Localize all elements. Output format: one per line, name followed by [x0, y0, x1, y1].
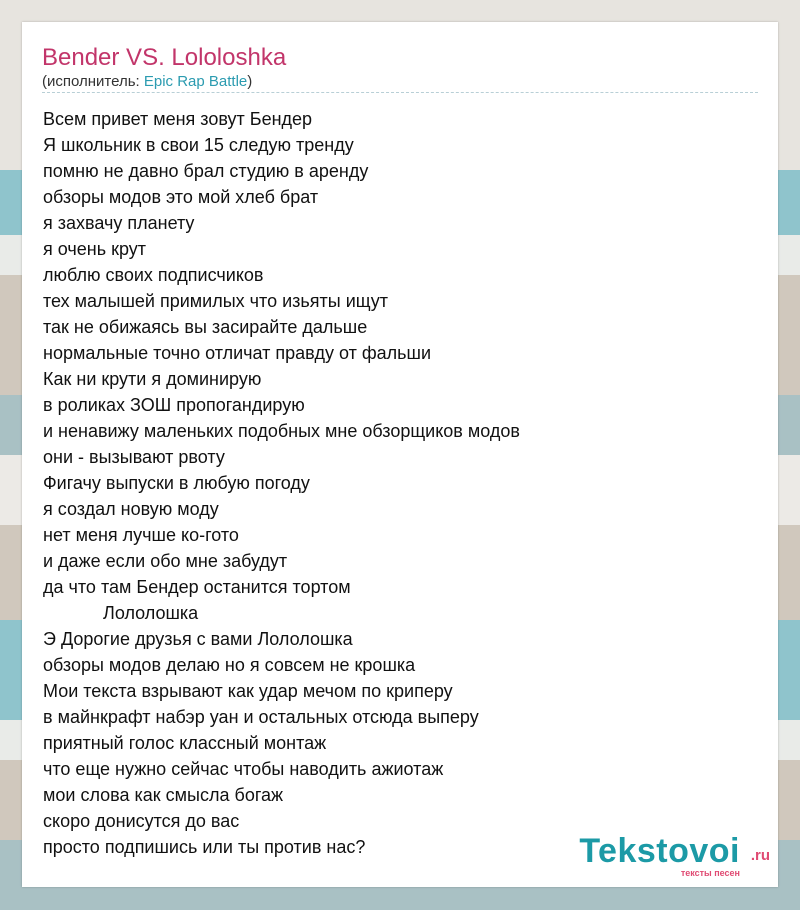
lyrics-line: тех малышей примилых что изьяты ищут — [43, 291, 389, 311]
lyrics-line: Лололошка — [43, 603, 199, 623]
lyrics-line: Как ни крути я доминирую — [43, 369, 262, 389]
lyrics-line: и даже если обо мне забудут — [43, 551, 288, 571]
lyrics-line: в роликах ЗОШ пропогандирую — [43, 395, 305, 415]
lyrics-line: я очень крут — [43, 239, 146, 259]
lyrics-line: Мои текста взрывают как удар мечом по криперу — [43, 681, 453, 701]
lyrics-line: мои слова как смысла богаж — [43, 785, 284, 805]
logo-wordmark: Tekstovoi — [579, 832, 740, 870]
song-title: Bender VS. Lololoshka — [42, 44, 287, 71]
lyrics-line: скоро донисутся до вас — [43, 811, 240, 831]
title-divider — [42, 92, 758, 93]
lyrics-line: я создал новую моду — [43, 499, 219, 519]
lyrics-line: да что там Бендер останится тортом — [43, 577, 351, 597]
lyrics-line: Фигачу выпуски в любую погоду — [43, 473, 310, 493]
lyrics-line: Я школьник в свои 15 следую тренду — [43, 135, 354, 155]
lyrics-line: в майнкрафт набэр уан и остальных отсюда выперу — [43, 707, 479, 727]
lyrics-line: Всем привет меня зовут Бендер — [43, 109, 313, 129]
lyrics-line: что еще нужно сейчас чтобы наводить ажиотаж — [43, 759, 444, 779]
logo-tld: .ru — [750, 847, 770, 864]
lyrics-line: обзоры модов это мой хлеб брат — [43, 187, 319, 207]
lyrics-line: я захвачу планету — [43, 213, 195, 233]
lyrics-line: приятный голос классный монтаж — [43, 733, 327, 753]
lyrics-card — [22, 22, 778, 887]
lyrics-line: нормальные точно отличат правду от фальши — [43, 343, 432, 363]
lyrics-line: нет меня лучше ко-гото — [43, 525, 239, 545]
lyrics-line: Э Дорогие друзья с вами Лололошка — [43, 629, 353, 649]
lyrics-line: просто подпишись или ты против нас? — [43, 837, 366, 857]
lyrics-line: так не обижаясь вы засирайте дальше — [43, 317, 368, 337]
logo-subtitle: тексты песен — [680, 868, 740, 878]
lyrics-line: они - вызывают рвоту — [43, 447, 225, 467]
site-logo[interactable] — [560, 833, 770, 883]
artist-suffix: ) — [247, 73, 253, 90]
lyrics-text — [43, 106, 743, 860]
lyrics-line: и ненавижу маленьких подобных мне обзорщиков модов — [43, 421, 520, 441]
artist-prefix: (исполнитель: — [42, 73, 144, 90]
artist-link[interactable]: Epic Rap Battle — [143, 73, 248, 90]
lyrics-line: помню не давно брал студию в аренду — [43, 161, 369, 181]
lyrics-line: обзоры модов делаю но я совсем не крошка — [43, 655, 416, 675]
lyrics-line: люблю своих подписчиков — [43, 265, 264, 285]
artist-line — [42, 73, 252, 90]
